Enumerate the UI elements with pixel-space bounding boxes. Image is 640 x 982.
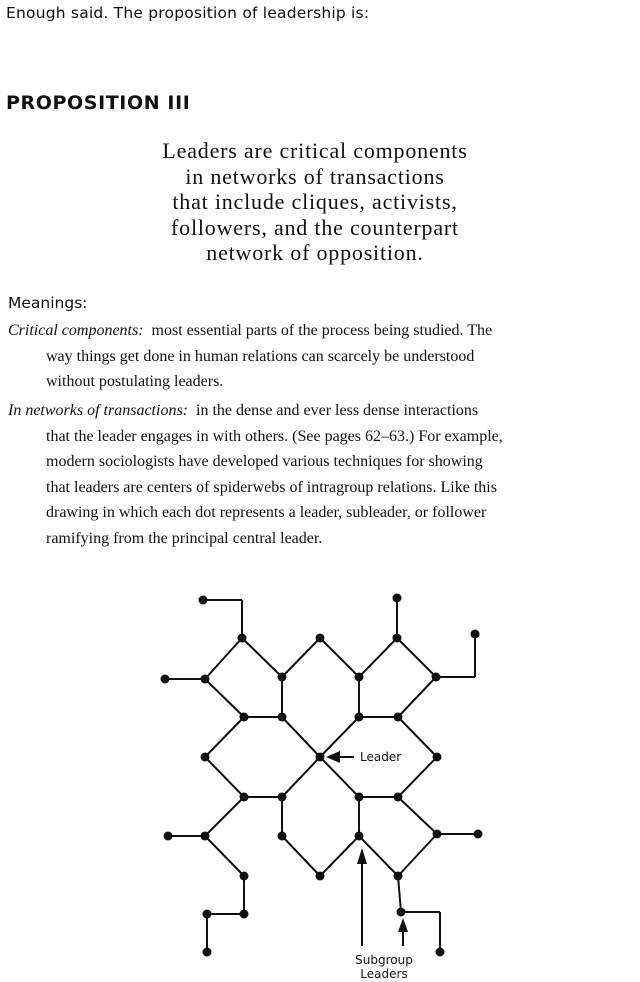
entry-term: In networks of transactions: [8,402,188,419]
entry-text: most essential parts of the process being studied. The [151,322,493,339]
leader-label: Leader [360,750,402,764]
proposition-statement [100,138,530,266]
subgroup-arrow-head [398,918,408,932]
entry-text: ramifying from the principal central leader. [46,529,323,547]
leader-annotation [326,750,401,764]
subgroup-label-line: Subgroup [355,953,413,967]
entry-text: in the dense and ever less dense interactions [196,402,479,419]
intro-text: Enough said. The proposition of leadership is: [6,4,370,22]
subgroup-label-line: Leaders [360,967,408,981]
meaning-entry [8,318,632,395]
entry-text: modern sociologists have developed various techniques for showing [46,453,483,470]
subgroup-arrow-head [357,848,367,864]
entry-text: without postulating leaders. [46,373,224,390]
proposition-line: followers, and the counterpart [171,214,459,240]
entry-text: that leaders are centers of spiderwebs of intragroup relations. Like this [46,478,497,496]
entry-first-line [8,398,632,424]
proposition-line: network of opposition. [206,240,424,265]
proposition-line: Leaders are critical components [162,138,468,163]
proposition-line: in networks of transactions [185,163,445,189]
network-nodes [161,594,483,957]
proposition-line: that include cliques, activists, [172,189,458,214]
entry-text: that the leader engages in with others. (See pages 62–63.) For example, [46,427,503,445]
leader-arrow-head [326,751,340,763]
proposition-heading: PROPOSITION III [6,92,191,114]
entry-term: Critical components: [8,322,144,339]
entry-text: way things get done in human relations can scarcely be understood [46,347,475,365]
meaning-entry [8,398,632,551]
entry-text: drawing in which each dot represents a leader, subleader, or follower [46,504,487,521]
network-edges [165,598,478,952]
network-diagram [0,580,640,982]
meanings-label: Meanings: [8,294,88,312]
entry-first-line [8,318,632,344]
